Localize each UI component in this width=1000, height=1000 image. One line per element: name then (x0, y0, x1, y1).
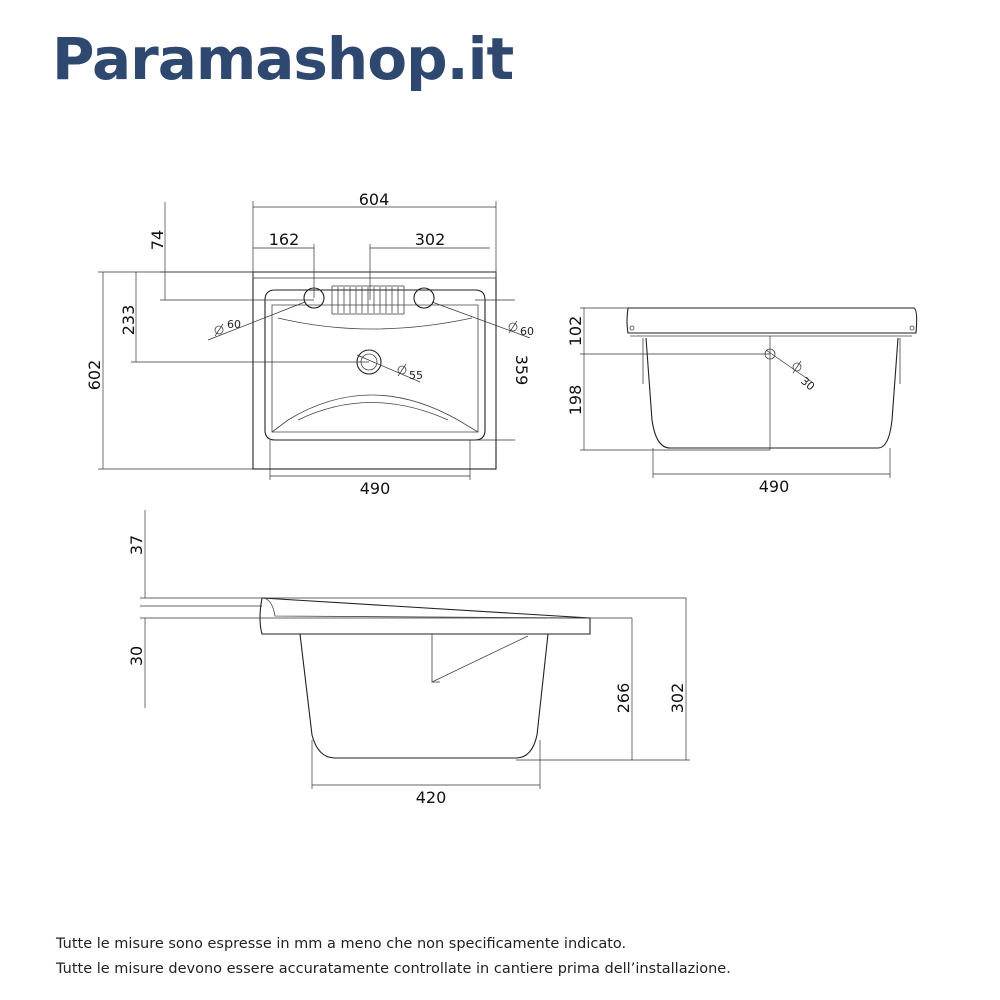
side-view (566, 308, 917, 496)
dim-30: 30 (127, 645, 146, 667)
dim-74: 74 (148, 229, 167, 251)
front-view-basin (300, 634, 548, 758)
dim-490-top: 490 (359, 479, 391, 498)
dim-hole-right: 60 (520, 325, 534, 338)
dim-102: 102 (566, 315, 585, 347)
dim-266: 266 (614, 682, 633, 714)
dim-302: 302 (414, 230, 446, 249)
dim-233: 233 (119, 304, 138, 336)
basin-outline (265, 290, 485, 440)
dim-drain: 55 (409, 369, 423, 382)
dim-hole-left: 60 (227, 318, 241, 331)
side-view-top (627, 308, 917, 333)
front-view (127, 510, 690, 807)
dim-490-side: 490 (758, 477, 790, 496)
dim-37: 37 (127, 534, 146, 556)
dim-602: 602 (85, 359, 104, 391)
note-check: Tutte le misure devono essere accuratamente controllate in cantiere prima dell’installazione. (56, 961, 731, 977)
dim-198: 198 (566, 384, 585, 416)
note-units: Tutte le misure sono espresse in mm a meno che non specificamente indicato. (56, 936, 627, 952)
dim-162: 162 (268, 230, 300, 249)
dim-604: 604 (358, 190, 390, 209)
dim-420: 420 (415, 788, 447, 807)
dim-302-front: 302 (668, 682, 687, 714)
notes (56, 932, 731, 982)
dim-hole-side: 30 (798, 374, 818, 394)
top-view (85, 190, 534, 498)
dim-359: 359 (512, 354, 531, 386)
brand-logo: Paramashop.it (52, 25, 514, 93)
